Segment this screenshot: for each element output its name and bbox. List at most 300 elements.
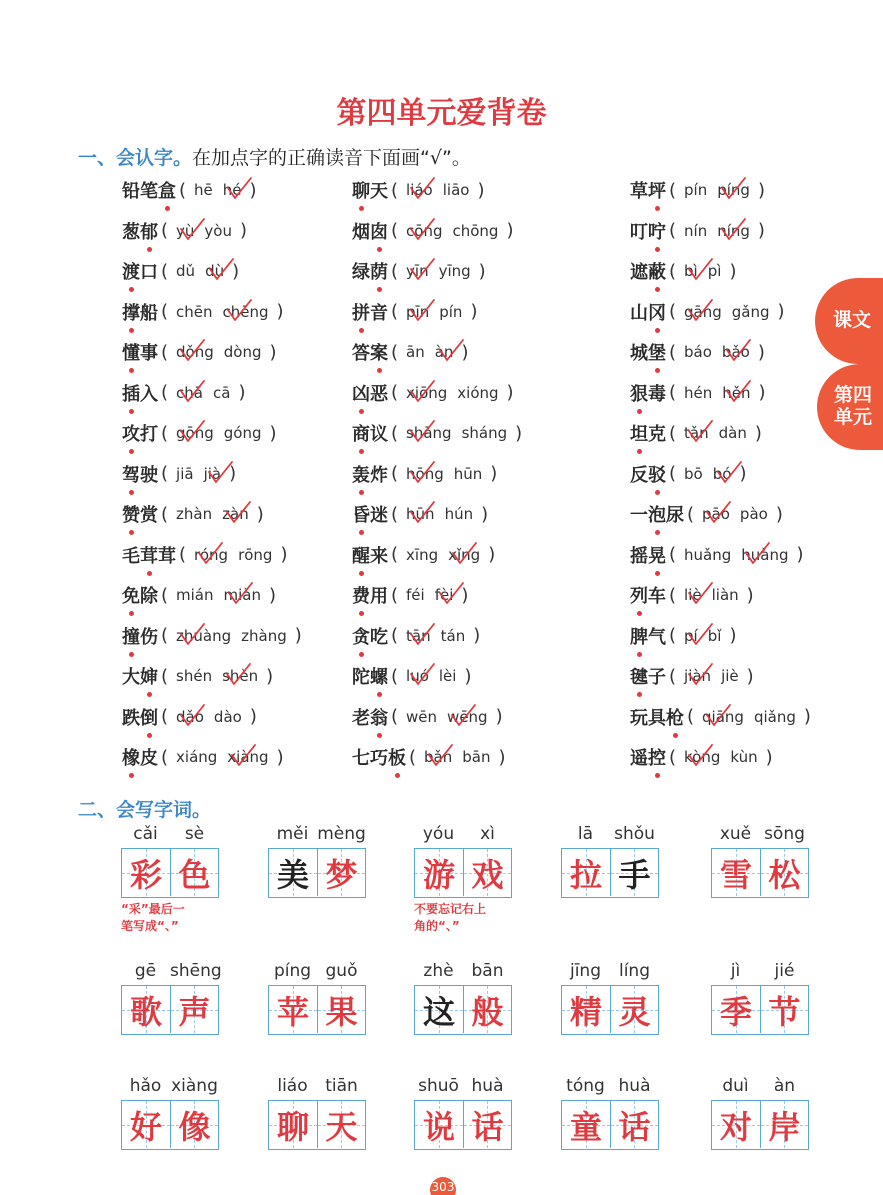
paren-open: ( xyxy=(391,382,399,403)
pinyin-option[interactable]: bó xyxy=(713,465,732,483)
pinyin-option[interactable]: gōng xyxy=(176,424,214,442)
pinyin-option[interactable]: hé xyxy=(223,181,242,199)
grid-cell[interactable] xyxy=(269,1101,317,1148)
tianzige-grid[interactable] xyxy=(121,848,219,898)
pinyin-option[interactable]: féi xyxy=(406,586,425,604)
tab-kewen[interactable] xyxy=(815,278,883,364)
paren-close: ) xyxy=(461,341,469,363)
emphasis-dot xyxy=(359,571,364,576)
pinyin-option[interactable]: bǐ xyxy=(707,626,722,645)
pinyin-option[interactable]: tán xyxy=(440,626,466,645)
grid-cell[interactable] xyxy=(712,849,760,896)
recognize-item xyxy=(122,297,287,327)
pinyin-option[interactable]: zàn xyxy=(222,505,249,523)
pinyin-option[interactable]: dù xyxy=(205,262,224,280)
written-character: 对 xyxy=(719,1107,752,1146)
pinyin-option[interactable]: qiāng xyxy=(702,708,744,726)
grid-cell[interactable] xyxy=(317,986,365,1033)
paren-close: ) xyxy=(506,382,514,403)
pinyin-row xyxy=(561,824,659,848)
pinyin-option[interactable]: pào xyxy=(739,505,768,523)
pinyin-option[interactable]: àn xyxy=(435,343,454,361)
paren-open: ( xyxy=(391,463,399,484)
pinyin-option[interactable]: zhàng xyxy=(241,626,287,645)
pinyin-option[interactable]: hūn xyxy=(453,464,483,483)
pinyin-option[interactable]: dào xyxy=(213,707,242,726)
grid-cell[interactable] xyxy=(170,1101,218,1148)
pinyin-option[interactable]: nín xyxy=(684,221,708,240)
pinyin-option[interactable]: pín xyxy=(684,181,708,199)
grid-cell[interactable] xyxy=(122,1101,170,1148)
paren-close: ) xyxy=(266,665,274,687)
check-mark-icon xyxy=(408,379,436,405)
check-mark-icon xyxy=(686,419,714,445)
grid-cell[interactable] xyxy=(269,986,317,1033)
pinyin-option[interactable]: pīn xyxy=(406,303,429,321)
pinyin-option[interactable]: shěn xyxy=(222,667,258,685)
tianzige-grid[interactable] xyxy=(414,1100,512,1150)
recognize-item xyxy=(122,540,290,570)
emphasis-dot xyxy=(637,692,642,697)
emphasis-dot xyxy=(129,449,134,454)
paren-open: ( xyxy=(391,179,399,201)
writing-tip-note: 不要忘记右上 角的“、” xyxy=(414,902,487,933)
check-mark-icon xyxy=(724,338,752,364)
pinyin-option[interactable]: xǐng xyxy=(448,546,480,564)
recognize-word: 凶恶 xyxy=(352,380,388,406)
paren-close: ) xyxy=(280,544,288,565)
grid-cell[interactable] xyxy=(463,849,511,896)
tab-kewen-label: 课文 xyxy=(832,309,871,332)
check-mark-icon xyxy=(224,500,252,526)
written-character: 彩 xyxy=(129,855,162,894)
paren-close: ) xyxy=(506,220,514,241)
check-mark-icon xyxy=(743,541,771,567)
check-mark-icon xyxy=(178,338,206,364)
pinyin-option[interactable]: hún xyxy=(444,505,474,523)
pinyin-option[interactable]: pì xyxy=(707,262,722,280)
pinyin-option[interactable]: xióng xyxy=(457,383,499,402)
recognize-word: 烟囱 xyxy=(352,218,388,244)
tianzige-grid[interactable] xyxy=(121,1100,219,1150)
grid-cell[interactable] xyxy=(760,849,808,896)
emphasis-dot xyxy=(147,692,152,697)
pinyin-option[interactable]: gǎng xyxy=(731,302,770,321)
paren-open: ( xyxy=(391,706,399,727)
pinyin-option[interactable]: xiàng xyxy=(227,748,268,766)
pinyin-option[interactable]: cā xyxy=(212,383,231,402)
tianzige-grid[interactable] xyxy=(268,848,366,898)
check-mark-icon xyxy=(408,622,436,648)
emphasis-dot xyxy=(655,530,660,535)
recognize-word: 轰炸 xyxy=(352,461,388,487)
paren-close: ) xyxy=(256,503,264,525)
paren-open: ( xyxy=(669,625,677,646)
tianzige-grid[interactable] xyxy=(268,1100,366,1150)
pinyin-option[interactable]: gāng xyxy=(684,303,722,321)
emphasis-dot xyxy=(377,368,382,373)
pinyin-label: tiān xyxy=(325,1076,358,1096)
check-mark-icon xyxy=(178,379,206,405)
emphasis-dot xyxy=(165,206,170,211)
pinyin-option[interactable]: zhuàng xyxy=(176,627,231,645)
paren-open: ( xyxy=(161,584,169,606)
recognize-word: 拼音 xyxy=(352,299,388,325)
pinyin-option[interactable]: mián xyxy=(176,586,214,604)
pinyin-option[interactable]: bān xyxy=(462,748,491,766)
grid-cell[interactable] xyxy=(170,849,218,896)
grid-cell[interactable] xyxy=(463,986,511,1033)
grid-cell[interactable] xyxy=(317,1101,365,1148)
grid-cell[interactable] xyxy=(610,986,658,1033)
tianzige-grid[interactable] xyxy=(121,985,219,1035)
pinyin-option[interactable]: huàng xyxy=(741,546,788,564)
paren-open: ( xyxy=(179,544,187,565)
paren-close: ) xyxy=(803,706,811,727)
emphasis-dot xyxy=(359,449,364,454)
grid-cell[interactable] xyxy=(712,1101,760,1148)
paren-close: ) xyxy=(754,422,762,444)
section-1-instruction: 在加点字的正确读音下面画“√”。 xyxy=(192,147,471,169)
pinyin-option[interactable]: chēng xyxy=(223,303,269,321)
paren-close: ) xyxy=(276,301,284,322)
grid-cell[interactable] xyxy=(760,986,808,1033)
pinyin-option[interactable]: miǎn xyxy=(224,586,261,604)
recognize-item xyxy=(630,418,765,448)
recognize-word: 跌倒 xyxy=(122,704,158,730)
written-character: 果 xyxy=(325,992,358,1031)
emphasis-dot xyxy=(655,247,660,252)
pinyin-label: àn xyxy=(773,1076,796,1096)
tianzige-grid[interactable] xyxy=(561,848,659,898)
pinyin-row xyxy=(121,1076,219,1100)
emphasis-dot xyxy=(359,490,364,495)
pinyin-option[interactable]: luó xyxy=(406,667,429,685)
written-character: 好 xyxy=(129,1107,162,1146)
paren-open: ( xyxy=(391,341,399,363)
paren-close: ) xyxy=(765,746,773,768)
pinyin-row xyxy=(414,961,512,985)
tianzige-grid[interactable] xyxy=(561,1100,659,1150)
pinyin-option[interactable]: xiáng xyxy=(176,748,218,766)
paren-close: ) xyxy=(238,382,246,403)
grid-cell[interactable] xyxy=(610,849,658,896)
recognize-item xyxy=(122,661,276,691)
recognize-item xyxy=(352,540,498,570)
pinyin-option[interactable]: huǎng xyxy=(684,545,732,564)
recognize-word: 昏迷 xyxy=(352,501,388,527)
recognize-item xyxy=(122,742,287,772)
pinyin-option[interactable]: róng xyxy=(194,546,228,564)
tianzige-grid[interactable] xyxy=(711,985,809,1035)
tianzige-grid[interactable] xyxy=(268,985,366,1035)
pinyin-option[interactable]: wēn xyxy=(406,707,438,726)
paren-open: ( xyxy=(391,260,399,282)
pinyin-row xyxy=(561,1076,659,1100)
paren-close: ) xyxy=(796,544,804,565)
pinyin-label: sōng xyxy=(764,824,805,844)
recognize-word: 赞赏 xyxy=(122,501,158,527)
grid-cell[interactable] xyxy=(463,1101,511,1148)
recognize-word: 商议 xyxy=(352,420,388,446)
pinyin-row xyxy=(414,824,512,848)
tianzige-grid[interactable] xyxy=(711,848,809,898)
pinyin-option[interactable]: hōng xyxy=(406,465,444,483)
grid-cell[interactable] xyxy=(317,849,365,896)
paren-open: ( xyxy=(669,584,677,606)
paren-open: ( xyxy=(161,746,169,768)
pinyin-option[interactable]: sháng xyxy=(461,424,508,442)
pinyin-option[interactable]: yù xyxy=(176,222,194,240)
pinyin-option[interactable]: rōng xyxy=(238,545,273,564)
recognize-item xyxy=(630,702,814,732)
pinyin-option[interactable]: bǎo xyxy=(722,343,750,361)
grid-cell[interactable] xyxy=(712,986,760,1033)
recognize-item xyxy=(352,742,509,772)
grid-cell[interactable] xyxy=(415,1101,463,1148)
pinyin-option[interactable]: pí xyxy=(684,627,698,645)
grid-cell[interactable] xyxy=(562,986,610,1033)
pinyin-option[interactable]: jià xyxy=(204,465,222,483)
pinyin-option[interactable]: chā xyxy=(176,384,203,402)
pinyin-option[interactable]: níng xyxy=(717,222,750,240)
written-character: 梦 xyxy=(325,855,358,894)
pinyin-label: duì xyxy=(722,1076,749,1096)
written-character: 精 xyxy=(569,992,602,1031)
paren-open: ( xyxy=(161,382,169,403)
page-title: 第四单元爱背卷 xyxy=(336,96,547,131)
pinyin-option[interactable]: shāng xyxy=(406,424,452,442)
emphasis-dot xyxy=(377,247,382,252)
pinyin-option[interactable]: liàn xyxy=(711,586,739,604)
paren-open: ( xyxy=(179,179,187,201)
recognize-word: 聊天 xyxy=(352,177,388,203)
pinyin-option[interactable]: xiōng xyxy=(406,384,447,402)
paren-close: ) xyxy=(498,746,506,768)
written-character: 岸 xyxy=(768,1107,801,1146)
emphasis-dot xyxy=(655,773,660,778)
word-writing-block xyxy=(561,824,659,898)
grid-cell[interactable] xyxy=(415,986,463,1033)
paren-open: ( xyxy=(161,665,169,687)
pinyin-option[interactable]: dǔ xyxy=(176,262,196,280)
recognize-item xyxy=(352,661,475,691)
recognize-item xyxy=(630,175,768,205)
grid-cell[interactable] xyxy=(760,1101,808,1148)
paren-open: ( xyxy=(391,503,399,525)
pinyin-option[interactable]: qiǎng xyxy=(753,707,796,726)
grid-cell[interactable] xyxy=(562,849,610,896)
emphasis-dot xyxy=(129,490,134,495)
pinyin-option[interactable]: shén xyxy=(176,667,213,685)
pinyin-option[interactable]: wēng xyxy=(447,708,488,726)
emphasis-dot xyxy=(637,611,642,616)
paren-open: ( xyxy=(161,220,169,241)
written-character: 季 xyxy=(719,992,752,1031)
tianzige-grid[interactable] xyxy=(414,848,512,898)
paren-open: ( xyxy=(669,260,677,282)
pinyin-option[interactable]: dòng xyxy=(223,343,262,361)
pinyin-option[interactable]: yīng xyxy=(438,262,471,280)
pinyin-option[interactable]: báo xyxy=(684,343,712,361)
recognize-word: 叮咛 xyxy=(630,218,666,244)
pinyin-label: mèng xyxy=(317,824,366,844)
recognize-word: 铅笔盒 xyxy=(122,177,176,203)
recognize-item xyxy=(122,580,279,610)
pinyin-option[interactable]: hē xyxy=(194,181,213,199)
pinyin-option[interactable]: bì xyxy=(684,262,698,280)
grid-cell[interactable] xyxy=(610,1101,658,1148)
pinyin-label: huà xyxy=(618,1076,651,1096)
paren-open: ( xyxy=(161,341,169,363)
tianzige-grid[interactable] xyxy=(711,1100,809,1150)
emphasis-dot xyxy=(655,206,660,211)
pinyin-option[interactable]: kùn xyxy=(730,748,758,766)
emphasis-dot xyxy=(129,530,134,535)
paren-close: ) xyxy=(739,463,747,484)
recognize-item xyxy=(630,256,739,286)
word-writing-block xyxy=(711,824,809,898)
check-mark-icon xyxy=(225,298,253,324)
tianzige-grid[interactable] xyxy=(414,985,512,1035)
paren-close: ) xyxy=(477,179,485,201)
paren-open: ( xyxy=(669,301,677,322)
paren-close: ) xyxy=(746,665,754,687)
recognize-word: 玩具枪 xyxy=(630,704,684,730)
recognize-word: 山冈 xyxy=(630,299,666,325)
recognize-word: 免除 xyxy=(122,582,158,608)
check-mark-icon xyxy=(704,703,732,729)
emphasis-dot xyxy=(359,409,364,414)
grid-cell[interactable] xyxy=(562,1101,610,1148)
written-character: 聊 xyxy=(276,1107,309,1146)
pinyin-row xyxy=(268,961,366,985)
pinyin-option[interactable]: dàn xyxy=(718,424,747,442)
pinyin-option[interactable]: zhàn xyxy=(176,505,213,523)
written-character: 节 xyxy=(768,992,801,1031)
recognize-item xyxy=(352,175,488,205)
recognize-item xyxy=(122,702,260,732)
grid-cell[interactable] xyxy=(122,849,170,896)
pinyin-option[interactable]: liāo xyxy=(442,181,470,199)
check-mark-icon xyxy=(724,379,752,405)
pinyin-option[interactable]: tǎn xyxy=(684,424,709,442)
pinyin-option[interactable]: píng xyxy=(717,181,750,199)
pinyin-option[interactable]: jiè xyxy=(721,667,739,685)
grid-cell[interactable] xyxy=(170,986,218,1033)
pinyin-option[interactable]: yīn xyxy=(406,262,429,280)
pinyin-option[interactable]: pāo xyxy=(702,505,730,523)
paren-close: ) xyxy=(470,301,478,322)
pinyin-label: jīng xyxy=(569,961,601,981)
pinyin-option[interactable]: dǒng xyxy=(176,343,214,361)
pinyin-label: bān xyxy=(471,961,504,981)
pinyin-label: lā xyxy=(577,824,594,844)
pinyin-option[interactable]: hěn xyxy=(722,384,750,402)
recognize-word: 毛茸茸 xyxy=(122,542,176,568)
written-character: 拉 xyxy=(569,855,602,894)
pinyin-option[interactable]: cōng xyxy=(406,222,442,240)
paren-close: ) xyxy=(488,544,496,565)
written-character: 苹 xyxy=(276,992,309,1031)
grid-cell[interactable] xyxy=(269,849,317,896)
recognize-word: 醒来 xyxy=(352,542,388,568)
section-2-number: 二、 xyxy=(78,799,117,821)
pinyin-option[interactable]: pín xyxy=(439,302,463,321)
paren-close: ) xyxy=(229,463,237,484)
pinyin-label: jié xyxy=(774,961,795,981)
recognize-item xyxy=(630,216,768,246)
recognize-item xyxy=(352,216,516,246)
pinyin-label: cǎi xyxy=(133,824,158,844)
written-character: 游 xyxy=(422,855,455,894)
pinyin-option[interactable]: liè xyxy=(684,586,702,604)
pinyin-option[interactable]: lèi xyxy=(438,667,457,685)
tab-unit-four-label: 第四单元 xyxy=(833,384,872,428)
section-2-lead: 会写字词。 xyxy=(116,799,212,821)
paren-close: ) xyxy=(490,463,498,484)
pinyin-option[interactable]: chēn xyxy=(176,302,213,321)
paren-open: ( xyxy=(391,220,399,241)
pinyin-option[interactable]: ān xyxy=(406,343,425,361)
paren-open: ( xyxy=(161,503,169,525)
tab-unit-four[interactable] xyxy=(817,364,883,450)
pinyin-option[interactable]: góng xyxy=(223,424,262,442)
pinyin-option[interactable]: dǎo xyxy=(176,708,204,726)
pinyin-label: huà xyxy=(471,1076,504,1096)
check-mark-icon xyxy=(408,176,436,202)
pinyin-option[interactable]: liáo xyxy=(406,181,433,199)
pinyin-option[interactable]: chōng xyxy=(452,221,499,240)
emphasis-dot xyxy=(129,652,134,657)
pinyin-row xyxy=(711,824,809,848)
pinyin-option[interactable]: jiàn xyxy=(684,667,711,685)
pinyin-option[interactable]: tān xyxy=(406,627,431,645)
pinyin-option[interactable]: bō xyxy=(684,464,703,483)
pinyin-option[interactable]: xīng xyxy=(406,545,439,564)
recognize-word: 答案 xyxy=(352,339,388,365)
recognize-item xyxy=(122,621,305,651)
written-character: 歌 xyxy=(129,992,162,1031)
recognize-item xyxy=(630,580,757,610)
recognize-item xyxy=(122,499,267,529)
emphasis-dot xyxy=(147,571,152,576)
grid-cell[interactable] xyxy=(415,849,463,896)
paren-open: ( xyxy=(161,422,169,444)
pinyin-option[interactable]: jiā xyxy=(176,464,194,483)
tianzige-grid[interactable] xyxy=(561,985,659,1035)
pinyin-option[interactable]: yòu xyxy=(204,221,232,240)
pinyin-option[interactable]: hūn xyxy=(406,505,435,523)
paren-open: ( xyxy=(391,584,399,606)
paren-close: ) xyxy=(757,220,765,241)
check-mark-icon xyxy=(226,581,254,607)
paren-close: ) xyxy=(473,625,481,646)
check-mark-icon xyxy=(408,460,436,486)
recognize-word: 绿荫 xyxy=(352,258,388,284)
grid-cell[interactable] xyxy=(122,986,170,1033)
pinyin-row xyxy=(121,824,219,848)
pinyin-option[interactable]: fèi xyxy=(435,586,454,604)
check-mark-icon xyxy=(207,257,235,283)
check-mark-icon xyxy=(408,217,436,243)
recognize-item xyxy=(352,256,489,286)
pinyin-option[interactable]: hén xyxy=(684,383,713,402)
pinyin-option[interactable]: bǎn xyxy=(424,748,452,766)
pinyin-option[interactable]: kòng xyxy=(684,748,720,766)
recognize-word: 插入 xyxy=(122,380,158,406)
paren-open: ( xyxy=(669,665,677,687)
